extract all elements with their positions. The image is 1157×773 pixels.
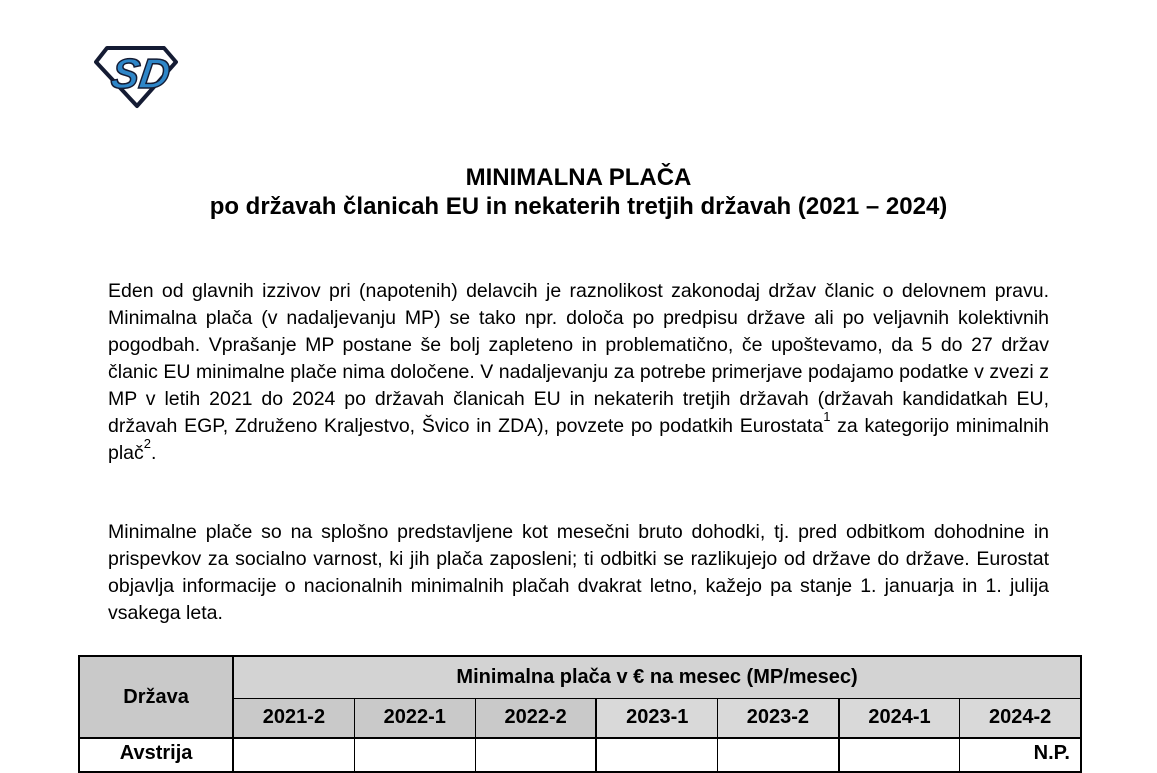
logo-letters: SD <box>108 50 174 97</box>
col-header-country: Država <box>79 656 233 738</box>
table-header-row-1 <box>79 656 1081 698</box>
value-cell <box>596 738 717 772</box>
col-header-2024-2: 2024-2 <box>960 698 1081 738</box>
country-cell: Avstrija <box>79 738 233 772</box>
value-cell <box>475 738 596 772</box>
value-cell: N.P. <box>960 738 1081 772</box>
table-span-header: Minimalna plača v € na mesec (MP/mesec) <box>233 656 1081 698</box>
intro-text-2: za kategorijo minimalnih plač <box>108 415 1049 464</box>
document-title: MINIMALNA PLAČA <box>465 164 692 191</box>
title-block <box>0 163 1157 221</box>
col-header-2023-2: 2023-2 <box>718 698 839 738</box>
minimum-wage-table <box>78 655 1082 773</box>
value-cell <box>354 738 475 772</box>
value-cell <box>718 738 839 772</box>
col-header-2022-2: 2022-2 <box>475 698 596 738</box>
col-header-2024-1: 2024-1 <box>839 698 960 738</box>
footnote-ref-1: 1 <box>823 409 831 424</box>
col-header-2022-1: 2022-1 <box>354 698 475 738</box>
intro-text-3: . <box>151 442 157 464</box>
intro-text-1: Eden od glavnih izzivov pri (napotenih) delavcih je raznolikost zakonodaj držav članic o delovnem pravu. Minimalna plača (v nadaljevanju MP) se tako npr. določa po predpisu države ali po veljavnih kolektivnih pogodbah. Vprašanje MP postane še bolj zapleteno in problematično, če upoštevamo, da 5 do 27 držav članic EU minimalne plače nima določene. V nadaljevanju za potrebe primerjave podajamo podatke v zvezi z MP v letih 2021 do 2024 po državah članicah EU in nekaterih tretjih državah (državah kandidatkah EU, državah EGP, Združeno Kraljestvo, Švico in ZDA), povzete po podatkih Eurostata <box>108 280 1049 437</box>
col-header-2021-2: 2021-2 <box>233 698 354 738</box>
intro-paragraph <box>108 278 1049 467</box>
company-logo <box>94 43 178 109</box>
second-paragraph: Minimalne plače so na splošno predstavljene kot mesečni bruto dohodki, tj. pred odbitkom dohodnine in prispevkov za socialno varnost, ki jih plača zaposleni; ti odbitki se razlikujejo od države do države. Eurostat objavlja informacije o nacionalnih minimalnih plačah dvakrat letno, kažejo pa stanje 1. januarja in 1. julija vsakega leta. <box>108 521 1049 624</box>
value-cell <box>233 738 354 772</box>
document-subtitle: po državah članicah EU in nekaterih tretjih državah (2021 – 2024) <box>209 193 948 220</box>
col-header-2023-1: 2023-1 <box>596 698 717 738</box>
value-cell <box>839 738 960 772</box>
table-row-avstrija <box>79 738 1081 772</box>
sd-shield-icon <box>94 43 178 109</box>
footnote-ref-2: 2 <box>143 436 152 451</box>
